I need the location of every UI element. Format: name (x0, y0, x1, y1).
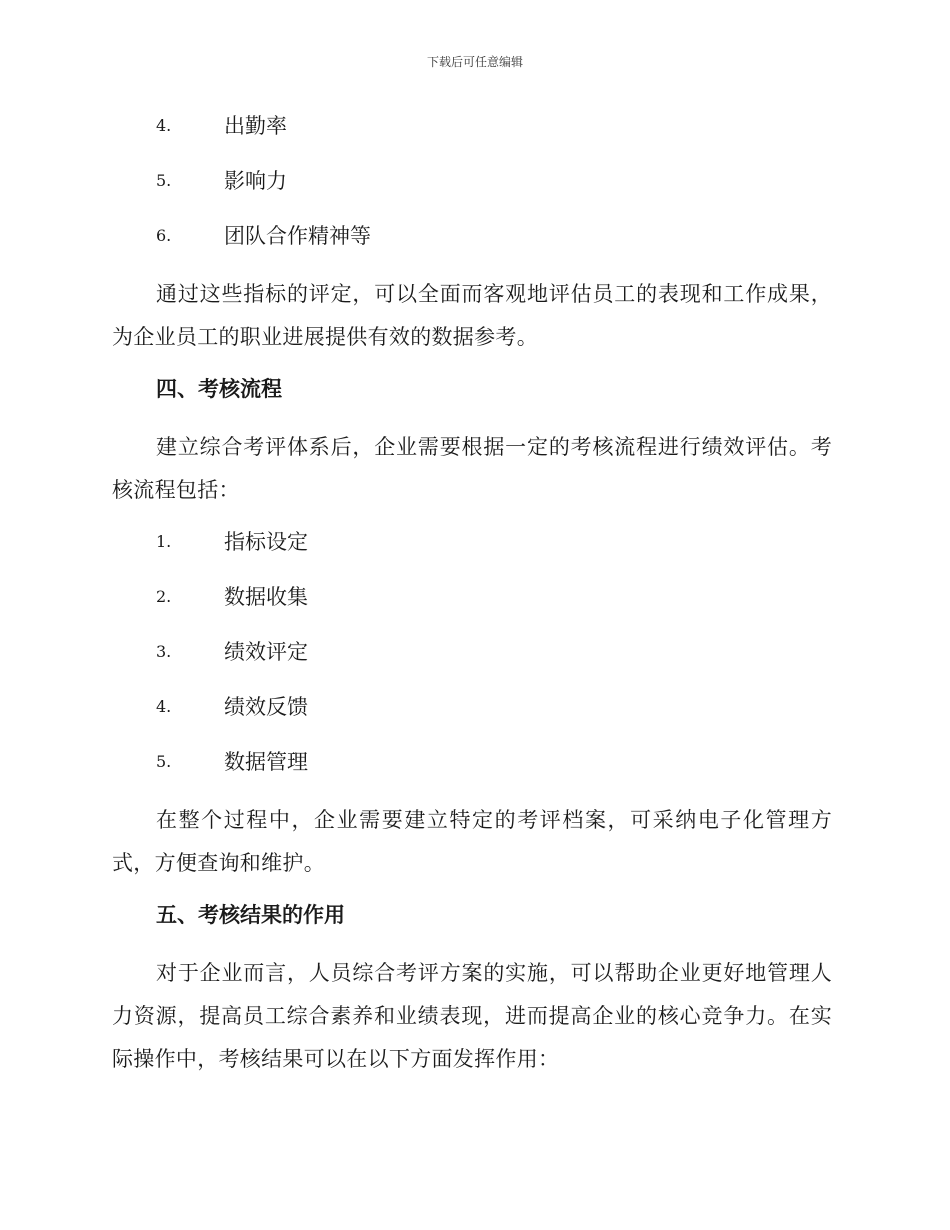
list-number: 3. (156, 642, 172, 661)
paragraph-archive-management: 在整个过程中，企业需要建立特定的考评档案，可采纳电子化管理方式，方便查询和维护。 (112, 808, 832, 875)
section-heading-assessment-process: 四、考核流程 (156, 376, 282, 401)
list-text: 数据管理 (224, 750, 308, 774)
list-item (112, 218, 832, 254)
list-item (112, 108, 832, 144)
list-number: 2. (156, 587, 172, 606)
list-item (112, 634, 832, 670)
list-number: 5. (156, 752, 172, 771)
list-text: 影响力 (224, 169, 287, 193)
list-item (112, 163, 832, 199)
paragraph-results-role: 对于企业而言，人员综合考评方案的实施，可以帮助企业更好地管理人力资源，提高员工综合素养和业绩表现，进而提高企业的核心竞争力。在实际操作中，考核结果可以在以下方面发挥作用： (112, 961, 832, 1071)
list-item (112, 579, 832, 615)
paragraph-indicators-summary: 通过这些指标的评定，可以全面而客观地评估员工的表现和工作成果，为企业员工的职业进展提供有效的数据参考。 (112, 282, 832, 349)
list-text: 出勤率 (224, 114, 287, 138)
list-text: 绩效反馈 (224, 695, 308, 719)
section-heading-results-role: 五、考核结果的作用 (156, 902, 345, 927)
list-number: 5. (156, 171, 172, 190)
list-number: 6. (156, 226, 172, 245)
document-body (112, 108, 832, 1093)
list-text: 绩效评定 (224, 640, 308, 664)
list-item (112, 689, 832, 725)
list-number: 4. (156, 116, 172, 135)
paragraph-process-intro: 建立综合考评体系后，企业需要根据一定的考核流程进行绩效评估。考核流程包括： (112, 435, 832, 502)
list-item (112, 524, 832, 560)
list-number: 4. (156, 697, 172, 716)
list-text: 指标设定 (224, 530, 308, 554)
list-text: 团队合作精神等 (224, 224, 371, 248)
list-text: 数据收集 (224, 585, 308, 609)
list-item (112, 744, 832, 780)
list-number: 1. (156, 532, 172, 551)
page-header: 下载后可任意编辑 (426, 55, 523, 69)
